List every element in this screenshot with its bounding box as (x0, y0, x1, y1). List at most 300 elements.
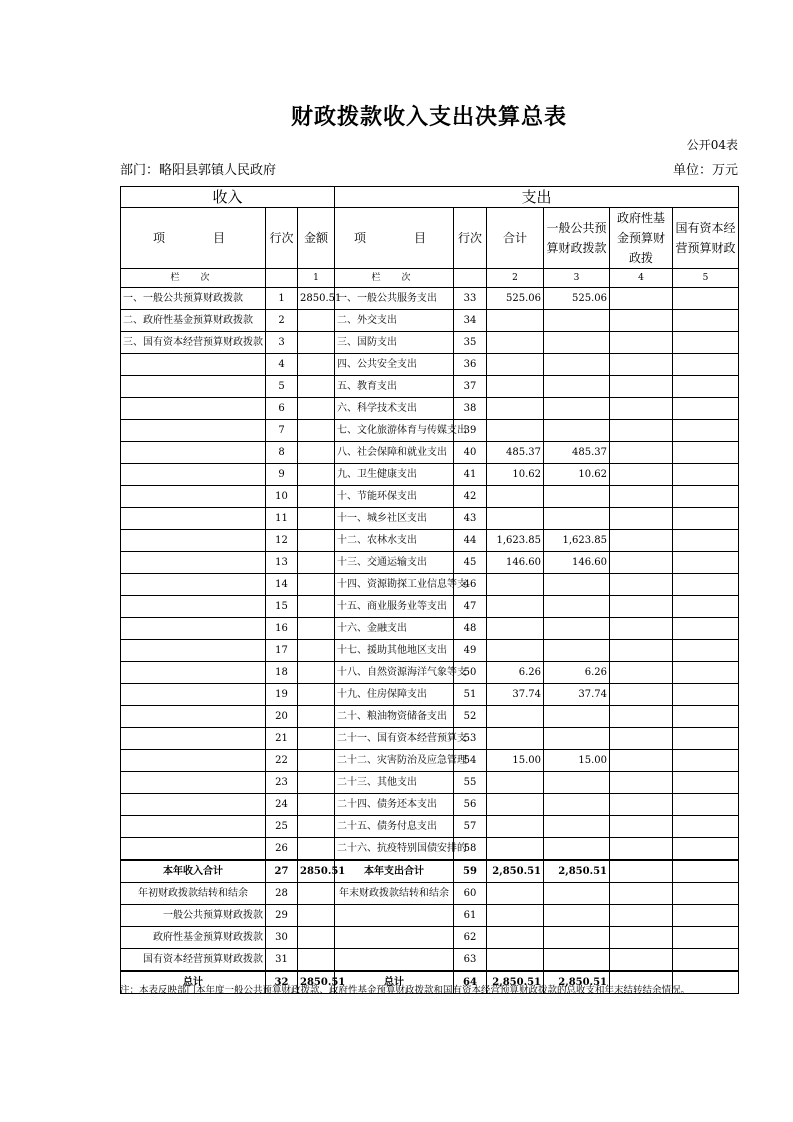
income-row-no-cell: 28 (266, 883, 298, 905)
income-amount-cell (298, 464, 335, 486)
income-item-cell: 一般公共预算财政拨款 (121, 905, 266, 927)
general-budget-cell (544, 927, 610, 949)
general-budget-cell: 525.06 (544, 288, 610, 310)
state-capital-header: 国有资本经营预算财政 (673, 208, 739, 269)
income-row-no-cell: 4 (266, 354, 298, 376)
fund-budget-cell (610, 684, 673, 706)
income-item-cell (121, 508, 266, 530)
expense-item-cell: 二十四、债务还本支出 (335, 794, 454, 816)
total-cell (487, 310, 544, 332)
expense-row-no-cell: 60 (454, 883, 487, 905)
expense-item-cell: 七、文化旅游体育与传媒支出 (335, 420, 454, 442)
income-amount-cell (298, 794, 335, 816)
summary-row (121, 860, 739, 883)
state-capital-cell (673, 508, 739, 530)
state-capital-cell (673, 728, 739, 750)
total-cell (487, 772, 544, 794)
table-row (121, 816, 739, 838)
income-amount-cell (298, 398, 335, 420)
expense-row-no-cell: 35 (454, 332, 487, 354)
total-cell (487, 816, 544, 838)
expense-row-no-cell: 54 (454, 750, 487, 772)
expense-row-no-cell: 34 (454, 310, 487, 332)
income-amount-cell (298, 684, 335, 706)
fund-budget-cell (610, 332, 673, 354)
expense-row-no-cell: 38 (454, 398, 487, 420)
expense-row-no-cell: 41 (454, 464, 487, 486)
income-item-cell (121, 838, 266, 861)
income-item-cell (121, 728, 266, 750)
table-row (121, 728, 739, 750)
income-amount-cell (298, 486, 335, 508)
unit-label: 单位：万元 (672, 163, 738, 178)
total-cell (487, 927, 544, 949)
income-amount-cell (298, 420, 335, 442)
income-item-cell (121, 530, 266, 552)
table-row (121, 530, 739, 552)
income-item-cell (121, 816, 266, 838)
expense-item-cell: 一、一般公共服务支出 (335, 288, 454, 310)
column-header-row (121, 208, 739, 269)
income-item-cell (121, 552, 266, 574)
expense-item-cell: 十四、资源勘探工业信息等支 (335, 574, 454, 596)
total-cell: 2,850.51 (487, 971, 544, 994)
form-code: 公开04表 (686, 138, 738, 152)
income-amount-cell (298, 376, 335, 398)
income-amount-cell (298, 816, 335, 838)
general-budget-cell (544, 486, 610, 508)
expense-item-cell (335, 927, 454, 949)
income-row-no-cell: 11 (266, 508, 298, 530)
expense-row-no-cell: 59 (454, 860, 487, 883)
income-row-no-cell: 26 (266, 838, 298, 861)
general-budget-cell: 485.37 (544, 442, 610, 464)
expense-item-cell: 二十、粮油物资储备支出 (335, 706, 454, 728)
general-budget-cell (544, 640, 610, 662)
total-cell (487, 354, 544, 376)
income-item-cell (121, 706, 266, 728)
income-item-cell (121, 618, 266, 640)
expense-item-cell (335, 949, 454, 972)
income-amount-cell (298, 530, 335, 552)
fund-budget-cell (610, 530, 673, 552)
table-row (121, 684, 739, 706)
state-capital-cell (673, 838, 739, 861)
expense-row-no-cell: 51 (454, 684, 487, 706)
table-row (121, 838, 739, 861)
total-cell (487, 838, 544, 861)
expense-row-no-cell: 61 (454, 905, 487, 927)
general-budget-cell: 2,850.51 (544, 971, 610, 994)
expense-item-cell: 十三、交通运输支出 (335, 552, 454, 574)
general-budget-cell: 1,623.85 (544, 530, 610, 552)
total-cell: 485.37 (487, 442, 544, 464)
income-row-no-cell: 31 (266, 949, 298, 972)
state-capital-cell (673, 376, 739, 398)
expense-item-cell: 九、卫生健康支出 (335, 464, 454, 486)
income-item-cell: 二、政府性基金预算财政拨款 (121, 310, 266, 332)
income-amount-cell (298, 618, 335, 640)
expense-item-cell: 二十三、其他支出 (335, 772, 454, 794)
income-item-cell (121, 420, 266, 442)
general-budget-cell (544, 618, 610, 640)
income-item-cell: 三、国有资本经营预算财政拨款 (121, 332, 266, 354)
income-item-cell (121, 794, 266, 816)
total-cell: 6.26 (487, 662, 544, 684)
fund-budget-cell (610, 486, 673, 508)
income-row-no-cell: 21 (266, 728, 298, 750)
fund-budget-cell (610, 949, 673, 972)
total-cell (487, 640, 544, 662)
footnote: 注：本表反映部门本年度一般公共预算财政拨款、政府性基金预算财政拨款和国有资本经营预算财政拨款的总收支和年末结转结余情况。 (120, 985, 691, 996)
total-cell (487, 596, 544, 618)
income-row-no-cell: 7 (266, 420, 298, 442)
income-row-no-cell: 32 (266, 971, 298, 994)
table-row (121, 486, 739, 508)
expense-row-no-cell: 56 (454, 794, 487, 816)
income-row-no-cell: 22 (266, 750, 298, 772)
state-capital-cell (673, 816, 739, 838)
income-amount-cell (298, 838, 335, 861)
table-row (121, 794, 739, 816)
income-amount-cell (298, 552, 335, 574)
income-amount-header: 金额 (298, 208, 335, 269)
expense-item-cell: 年末财政拨款结转和结余 (335, 883, 454, 905)
state-capital-cell (673, 949, 739, 972)
state-capital-cell (673, 398, 739, 420)
general-budget-cell (544, 596, 610, 618)
general-budget-cell: 15.00 (544, 750, 610, 772)
expense-row-no-cell: 49 (454, 640, 487, 662)
expense-row-no-cell: 46 (454, 574, 487, 596)
table-row (121, 332, 739, 354)
summary-row (121, 927, 739, 949)
fund-budget-cell (610, 816, 673, 838)
income-amount-cell: 2850.51 (298, 860, 335, 883)
expense-item-cell: 五、教育支出 (335, 376, 454, 398)
income-row-no-cell: 3 (266, 332, 298, 354)
index-label: 栏 次 (335, 269, 454, 288)
income-amount-cell (298, 883, 335, 905)
income-item-cell (121, 376, 266, 398)
income-row-no-cell: 24 (266, 794, 298, 816)
table-row (121, 376, 739, 398)
table-row (121, 640, 739, 662)
state-capital-cell (673, 464, 739, 486)
total-cell (487, 332, 544, 354)
expense-row-no-cell: 45 (454, 552, 487, 574)
income-row-no-cell: 10 (266, 486, 298, 508)
summary-row (121, 905, 739, 927)
expense-item-cell: 二、外交支出 (335, 310, 454, 332)
income-item-cell (121, 442, 266, 464)
income-amount-cell (298, 750, 335, 772)
income-item-cell (121, 640, 266, 662)
income-item-cell: 国有资本经营预算财政拨款 (121, 949, 266, 972)
income-item-cell (121, 684, 266, 706)
expense-row-no-header: 行次 (454, 208, 487, 269)
fund-budget-cell (610, 706, 673, 728)
general-budget-cell (544, 883, 610, 905)
total-cell (487, 949, 544, 972)
expense-row-no-cell: 48 (454, 618, 487, 640)
income-amount-cell (298, 728, 335, 750)
income-row-no-cell: 20 (266, 706, 298, 728)
summary-row (121, 883, 739, 905)
general-budget-cell (544, 838, 610, 861)
state-capital-cell (673, 574, 739, 596)
table-row (121, 508, 739, 530)
general-budget-cell: 6.26 (544, 662, 610, 684)
fund-budget-cell (610, 927, 673, 949)
general-budget-cell: 146.60 (544, 552, 610, 574)
index-cell: 1 (298, 269, 335, 288)
table-row (121, 398, 739, 420)
expense-item-cell: 八、社会保障和就业支出 (335, 442, 454, 464)
state-capital-cell (673, 552, 739, 574)
income-item-cell (121, 464, 266, 486)
section-header-row (121, 187, 739, 208)
total-cell (487, 728, 544, 750)
fund-budget-cell (610, 288, 673, 310)
expense-item-cell (335, 905, 454, 927)
expense-item-cell: 二十六、抗疫特别国债安排的 (335, 838, 454, 861)
general-budget-cell: 2,850.51 (544, 860, 610, 883)
income-row-no-cell: 2 (266, 310, 298, 332)
general-budget-cell (544, 398, 610, 420)
expense-section-header: 支出 (335, 187, 739, 208)
income-item-header: 项 目 (121, 208, 266, 269)
income-row-no-cell: 1 (266, 288, 298, 310)
income-row-no-cell: 25 (266, 816, 298, 838)
total-cell: 10.62 (487, 464, 544, 486)
income-amount-cell (298, 706, 335, 728)
income-amount-cell (298, 662, 335, 684)
column-index-row (121, 269, 739, 288)
expense-item-cell: 十八、自然资源海洋气象等支 (335, 662, 454, 684)
table-row (121, 420, 739, 442)
table-row (121, 354, 739, 376)
fund-budget-cell (610, 442, 673, 464)
table-row (121, 706, 739, 728)
expense-item-cell: 三、国防支出 (335, 332, 454, 354)
index-cell (266, 269, 298, 288)
income-item-cell: 政府性基金预算财政拨款 (121, 927, 266, 949)
total-header: 合计 (487, 208, 544, 269)
general-budget-cell: 37.74 (544, 684, 610, 706)
state-capital-cell (673, 750, 739, 772)
state-capital-cell (673, 288, 739, 310)
income-amount-cell (298, 772, 335, 794)
expense-item-header: 项 目 (335, 208, 454, 269)
income-row-no-header: 行次 (266, 208, 298, 269)
income-row-no-cell: 29 (266, 905, 298, 927)
income-item-cell (121, 398, 266, 420)
fund-budget-cell (610, 464, 673, 486)
fund-budget-cell (610, 420, 673, 442)
state-capital-cell (673, 486, 739, 508)
state-capital-cell (673, 420, 739, 442)
income-amount-cell (298, 927, 335, 949)
fund-budget-cell (610, 552, 673, 574)
table-row (121, 552, 739, 574)
income-item-cell (121, 486, 266, 508)
income-amount-cell (298, 905, 335, 927)
expense-item-cell: 四、公共安全支出 (335, 354, 454, 376)
expense-item-cell: 二十二、灾害防治及应急管理 (335, 750, 454, 772)
table-row (121, 750, 739, 772)
income-amount-cell (298, 442, 335, 464)
income-row-no-cell: 16 (266, 618, 298, 640)
fund-budget-cell (610, 838, 673, 861)
general-budget-cell (544, 905, 610, 927)
expense-row-no-cell: 62 (454, 927, 487, 949)
income-row-no-cell: 8 (266, 442, 298, 464)
state-capital-cell (673, 596, 739, 618)
fund-budget-cell (610, 618, 673, 640)
total-cell: 525.06 (487, 288, 544, 310)
income-amount-cell: 2850.51 (298, 971, 335, 994)
state-capital-cell (673, 772, 739, 794)
fund-budget-cell (610, 310, 673, 332)
expense-item-cell: 十六、金融支出 (335, 618, 454, 640)
income-row-no-cell: 13 (266, 552, 298, 574)
income-amount-cell (298, 354, 335, 376)
expense-item-cell: 十一、城乡社区支出 (335, 508, 454, 530)
expense-row-no-cell: 42 (454, 486, 487, 508)
table-row (121, 310, 739, 332)
fund-budget-cell (610, 640, 673, 662)
fund-budget-header: 政府性基金预算财政拨 (610, 208, 673, 269)
expense-row-no-cell: 40 (454, 442, 487, 464)
index-label: 栏 次 (121, 269, 266, 288)
general-budget-cell (544, 772, 610, 794)
table-row (121, 618, 739, 640)
total-cell (487, 508, 544, 530)
expense-item-cell: 十二、农林水支出 (335, 530, 454, 552)
general-budget-cell (544, 354, 610, 376)
fund-budget-cell (610, 772, 673, 794)
total-cell: 15.00 (487, 750, 544, 772)
total-cell (487, 883, 544, 905)
total-cell (487, 794, 544, 816)
state-capital-cell (673, 354, 739, 376)
report-title: 财政拨款收入支出决算总表 (290, 104, 567, 130)
fund-budget-cell (610, 596, 673, 618)
income-row-no-cell: 23 (266, 772, 298, 794)
index-cell: 3 (544, 269, 610, 288)
income-amount-cell (298, 640, 335, 662)
income-item-cell (121, 772, 266, 794)
general-budget-cell (544, 508, 610, 530)
state-capital-cell (673, 927, 739, 949)
income-row-no-cell: 9 (266, 464, 298, 486)
expense-row-no-cell: 43 (454, 508, 487, 530)
fund-budget-cell (610, 574, 673, 596)
general-budget-cell (544, 728, 610, 750)
state-capital-cell (673, 662, 739, 684)
income-amount-cell (298, 508, 335, 530)
department-label: 部门：略阳县郭镇人民政府 (120, 163, 277, 178)
general-budget-cell (544, 706, 610, 728)
income-row-no-cell: 14 (266, 574, 298, 596)
income-row-no-cell: 19 (266, 684, 298, 706)
state-capital-cell (673, 530, 739, 552)
expense-item-cell: 二十一、国有资本经营预算支 (335, 728, 454, 750)
budget-table (120, 186, 739, 994)
income-item-cell: 总计 (121, 971, 266, 994)
total-cell (487, 420, 544, 442)
expense-row-no-cell: 36 (454, 354, 487, 376)
income-amount-cell (298, 596, 335, 618)
fund-budget-cell (610, 376, 673, 398)
income-amount-cell: 2850.51 (298, 288, 335, 310)
expense-row-no-cell: 50 (454, 662, 487, 684)
state-capital-cell (673, 442, 739, 464)
total-cell (487, 376, 544, 398)
expense-row-no-cell: 57 (454, 816, 487, 838)
general-budget-cell: 10.62 (544, 464, 610, 486)
expense-row-no-cell: 37 (454, 376, 487, 398)
income-amount-cell (298, 574, 335, 596)
expense-row-no-cell: 55 (454, 772, 487, 794)
expense-item-cell: 十七、援助其他地区支出 (335, 640, 454, 662)
income-amount-cell (298, 332, 335, 354)
total-cell (487, 398, 544, 420)
index-cell: 2 (487, 269, 544, 288)
index-cell (454, 269, 487, 288)
total-cell: 37.74 (487, 684, 544, 706)
state-capital-cell (673, 860, 739, 883)
expense-item-cell: 十、节能环保支出 (335, 486, 454, 508)
state-capital-cell (673, 618, 739, 640)
expense-row-no-cell: 47 (454, 596, 487, 618)
state-capital-cell (673, 332, 739, 354)
general-budget-cell (544, 420, 610, 442)
general-budget-cell (544, 949, 610, 972)
fund-budget-cell (610, 860, 673, 883)
fund-budget-cell (610, 794, 673, 816)
fund-budget-cell (610, 398, 673, 420)
state-capital-cell (673, 883, 739, 905)
general-budget-cell (544, 816, 610, 838)
income-row-no-cell: 6 (266, 398, 298, 420)
expense-row-no-cell: 63 (454, 949, 487, 972)
general-budget-cell (544, 310, 610, 332)
fund-budget-cell (610, 905, 673, 927)
total-cell (487, 618, 544, 640)
general-budget-cell (544, 332, 610, 354)
total-cell (487, 574, 544, 596)
expense-item-cell: 十五、商业服务业等支出 (335, 596, 454, 618)
expense-row-no-cell: 53 (454, 728, 487, 750)
general-budget-cell (544, 574, 610, 596)
expense-row-no-cell: 39 (454, 420, 487, 442)
income-row-no-cell: 30 (266, 927, 298, 949)
income-row-no-cell: 12 (266, 530, 298, 552)
table-row (121, 574, 739, 596)
state-capital-cell (673, 706, 739, 728)
table-row (121, 596, 739, 618)
state-capital-cell (673, 905, 739, 927)
income-amount-cell (298, 949, 335, 972)
expense-item-cell: 总计 (335, 971, 454, 994)
income-section-header: 收入 (121, 187, 335, 208)
fund-budget-cell (610, 750, 673, 772)
income-row-no-cell: 17 (266, 640, 298, 662)
table-row (121, 442, 739, 464)
total-cell (487, 905, 544, 927)
